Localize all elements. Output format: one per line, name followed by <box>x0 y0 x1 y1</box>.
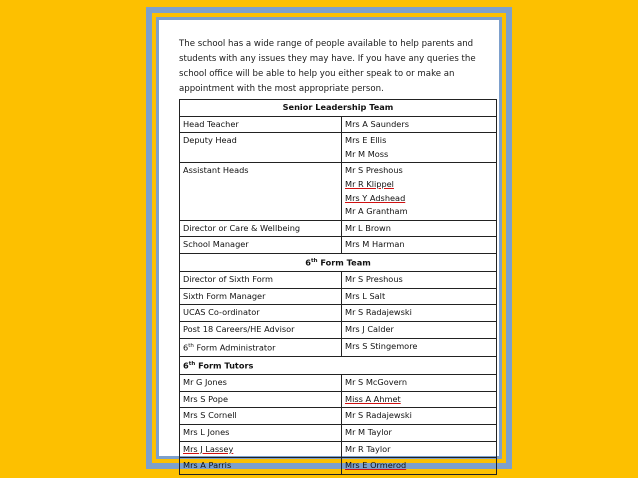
title-text: Form Tutors <box>195 360 254 371</box>
table-row <box>180 237 497 254</box>
intro-line: The school has a wide range of people available to help parents and <box>179 39 474 49</box>
person-cell: Mrs M Harman <box>342 237 497 254</box>
role-cell <box>180 338 342 356</box>
table-row <box>180 375 497 392</box>
role-text: Form Administrator <box>193 342 276 353</box>
person-cell: Mr L Brown <box>342 220 497 237</box>
tutor-name: Mrs J Lassey <box>183 443 234 454</box>
role-cell: Assistant Heads <box>180 163 342 220</box>
frame-inner-border <box>156 17 502 471</box>
intro-line: school office will be able to help you either speak to or make an <box>179 69 455 79</box>
tutor-cell: Mrs L Jones <box>180 425 342 442</box>
section-header-row <box>180 100 497 117</box>
person-cell: Mrs L Salt <box>342 288 497 305</box>
role-cell: Head Teacher <box>180 116 342 133</box>
person-name: Mrs Y Adshead <box>345 192 406 203</box>
tutor-name: Mrs E Ormerod <box>345 460 407 471</box>
tutor-name: Miss A Ahmet <box>345 393 401 404</box>
person-name: Mrs E Ellis <box>345 135 387 146</box>
slide-frame <box>146 7 512 469</box>
person-cell: Mr S Radajewski <box>342 305 497 322</box>
tutor-cell <box>342 458 497 475</box>
role-cell: Deputy Head <box>180 133 342 163</box>
table-row <box>180 458 497 475</box>
table-row <box>180 305 497 322</box>
tutor-cell: Mr R Taylor <box>342 441 497 458</box>
title-ordinal: th <box>188 360 196 367</box>
table-row <box>180 322 497 339</box>
table-row <box>180 220 497 237</box>
title-text: Form Team <box>317 257 371 268</box>
tutors-title <box>180 356 497 374</box>
intro-paragraph <box>179 37 479 97</box>
person-cell: Mrs A Saunders <box>342 116 497 133</box>
person-name: Mr M Moss <box>345 148 389 159</box>
intro-line: appointment with the most appropriate person. <box>179 84 384 94</box>
senior-team-title: Senior Leadership Team <box>180 100 497 117</box>
tutor-cell <box>180 441 342 458</box>
person-name: Mr S Preshous <box>345 165 403 176</box>
title-number: 6 <box>305 257 311 268</box>
title-number: 6 <box>183 360 189 371</box>
title-ordinal: th <box>310 257 318 264</box>
table-row <box>180 116 497 133</box>
table-row <box>180 391 497 408</box>
tutor-cell: Mrs S Pope <box>180 391 342 408</box>
role-cell: UCAS Co-ordinator <box>180 305 342 322</box>
person-cell: Mr S Preshous <box>342 272 497 289</box>
tutor-cell: Mr G Jones <box>180 375 342 392</box>
role-cell: Director or Care & Wellbeing <box>180 220 342 237</box>
table-row <box>180 288 497 305</box>
person-cell: Mrs S Stingemore <box>342 338 497 356</box>
document-page <box>159 20 499 471</box>
table-row <box>180 408 497 425</box>
role-cell: Post 18 Careers/HE Advisor <box>180 322 342 339</box>
tutor-cell: Mr S Radajewski <box>342 408 497 425</box>
role-ordinal: th <box>188 342 194 349</box>
table-row <box>180 441 497 458</box>
person-cell: Mrs J Calder <box>342 322 497 339</box>
person-cell <box>342 163 497 220</box>
staff-table <box>179 99 497 475</box>
person-cell <box>342 133 497 163</box>
table-row <box>180 425 497 442</box>
role-number: 6 <box>183 342 189 353</box>
table-row <box>180 163 497 220</box>
tutor-cell: Mr M Taylor <box>342 425 497 442</box>
tutor-cell: Mr S McGovern <box>342 375 497 392</box>
role-cell: Director of Sixth Form <box>180 272 342 289</box>
role-cell: Sixth Form Manager <box>180 288 342 305</box>
intro-line: students with any issues they may have. If you have any queries the <box>179 54 476 64</box>
section-header-row <box>180 253 497 271</box>
frame-border <box>152 13 506 471</box>
tutor-cell: Mrs A Parris <box>180 458 342 475</box>
tutor-cell <box>342 391 497 408</box>
role-cell: School Manager <box>180 237 342 254</box>
tutor-cell: Mrs S Cornell <box>180 408 342 425</box>
table-row <box>180 133 497 163</box>
table-row <box>180 272 497 289</box>
person-name: Mr A Grantham <box>345 206 408 217</box>
sixth-form-team-title <box>180 253 497 271</box>
table-row <box>180 338 497 356</box>
section-header-row <box>180 356 497 374</box>
person-name: Mr R Klippel <box>345 178 394 189</box>
